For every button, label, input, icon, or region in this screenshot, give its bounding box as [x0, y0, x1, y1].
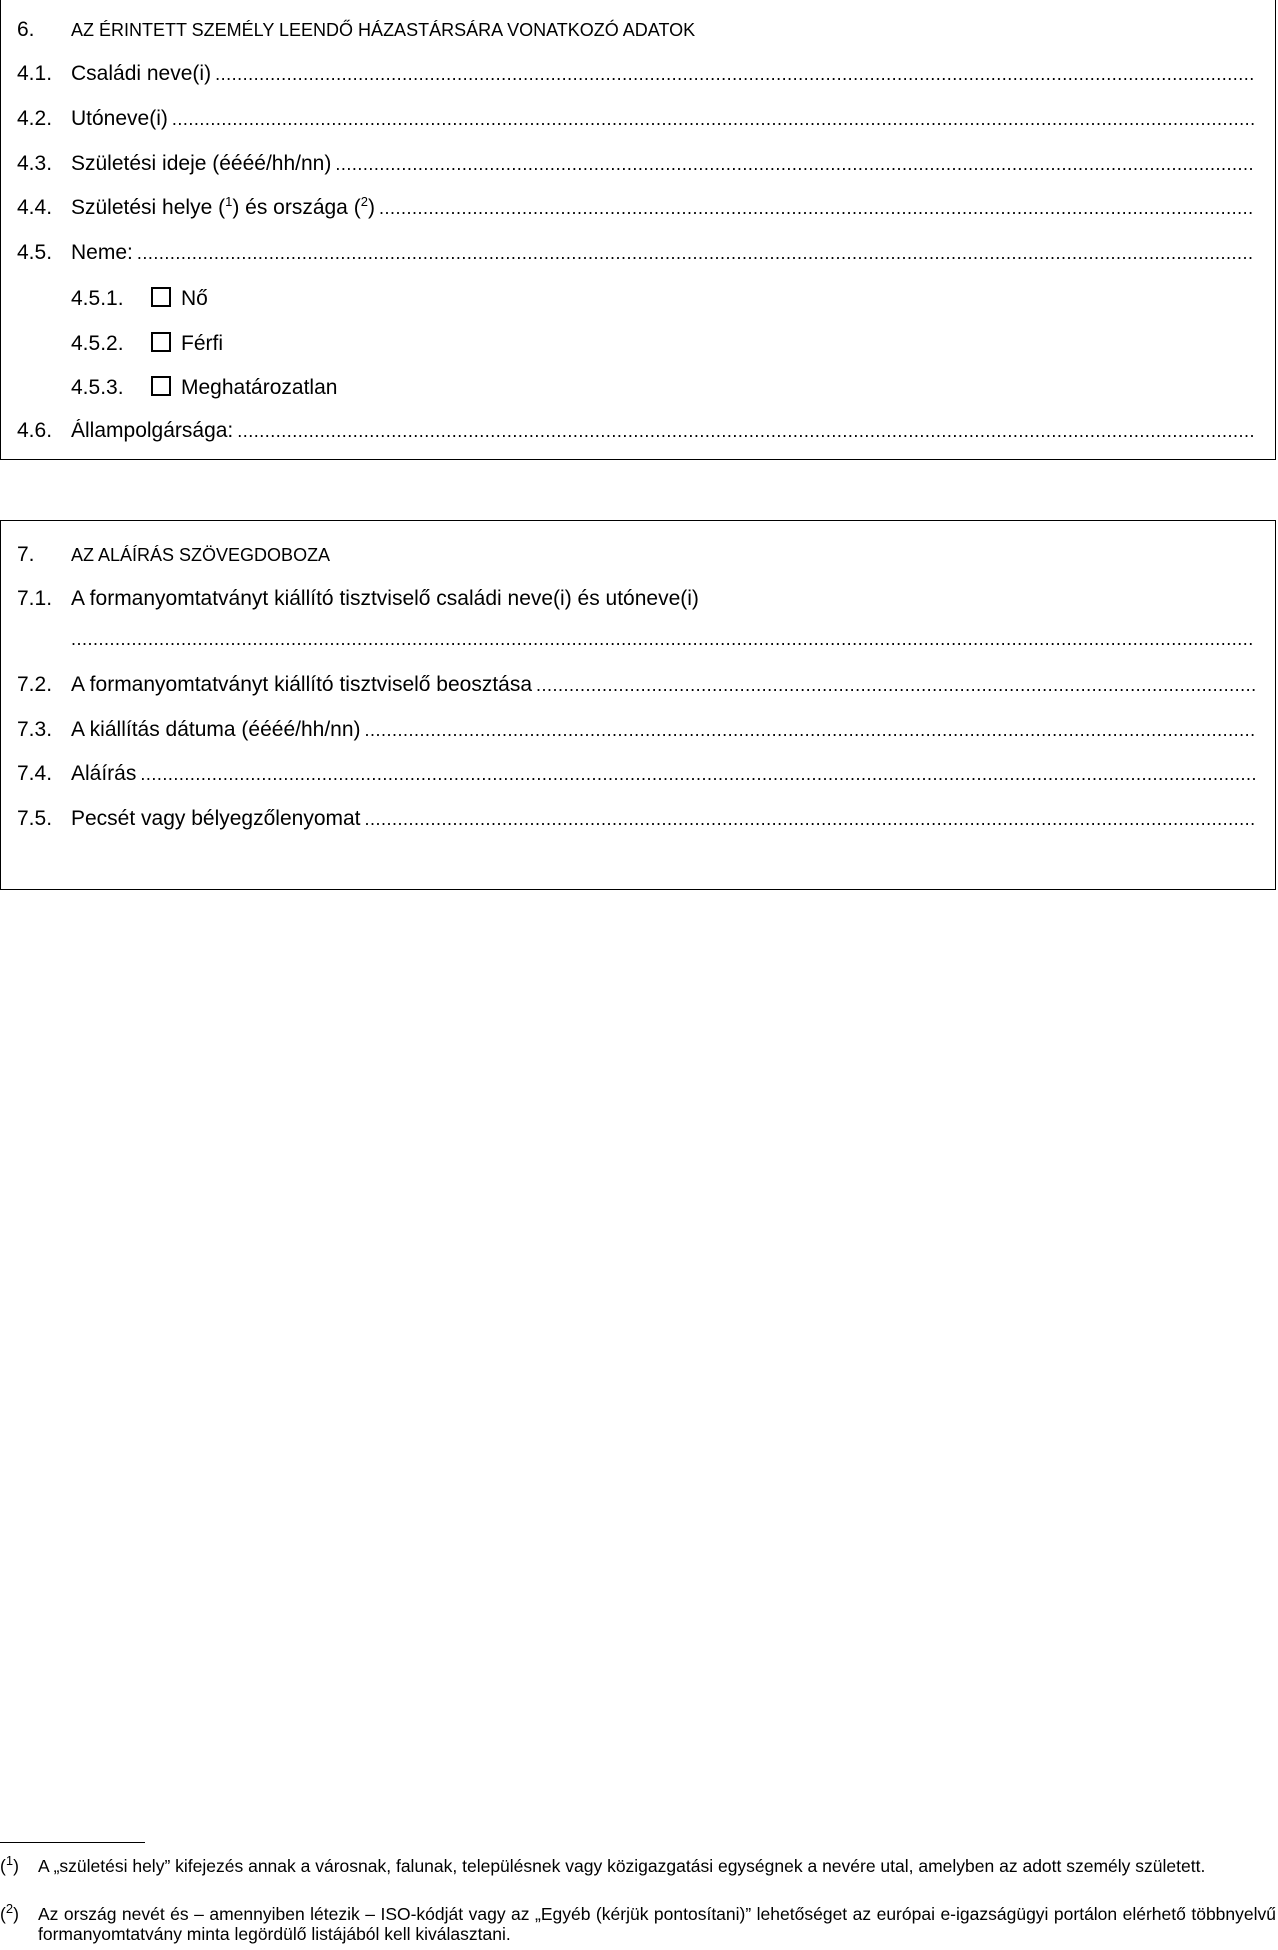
field-sex[interactable] [17, 241, 1255, 265]
field-number: 7.2. [17, 673, 53, 696]
field-official-name-line[interactable] [71, 629, 1255, 650]
fill-line[interactable] [379, 198, 1255, 219]
fill-line[interactable] [137, 243, 1255, 264]
field-birth-place[interactable] [17, 196, 1255, 220]
field-number: 7.3. [17, 718, 53, 741]
field-stamp[interactable] [17, 807, 1255, 831]
option-male[interactable] [71, 330, 223, 356]
field-nationality[interactable] [17, 419, 1255, 443]
field-number: 4.4. [17, 196, 53, 219]
footnote-ref-1[interactable]: 1 [225, 196, 233, 209]
option-number: 4.5.1. [71, 287, 124, 310]
field-label: A formanyomtatványt kiállító tisztviselő beosztása [71, 673, 533, 696]
footnote-ref-2[interactable]: 2 [360, 196, 368, 209]
option-number: 4.5.3. [71, 376, 124, 399]
field-number: 7.1. [17, 587, 53, 610]
section-number: 7. [17, 543, 35, 566]
option-label: Meghatározatlan [181, 376, 338, 399]
option-number: 4.5.2. [71, 332, 124, 355]
field-label: Családi neve(i) [71, 62, 212, 85]
footnote-2 [0, 1901, 1276, 1944]
field-number: 7.5. [17, 807, 53, 830]
footnote-mark: ($^1$) [0, 1853, 19, 1876]
fill-line[interactable] [71, 629, 1255, 650]
field-official-name [17, 587, 1255, 611]
field-label: Aláírás [71, 762, 137, 785]
fill-line[interactable] [365, 809, 1256, 830]
field-label: Születési ideje (éééé/hh/nn) [71, 152, 332, 175]
field-label: A formanyomtatványt kiállító tisztviselő családi neve(i) és utóneve(i) [71, 587, 699, 610]
field-number: 4.2. [17, 107, 53, 130]
field-label: A kiállítás dátuma (éééé/hh/nn) [71, 718, 361, 741]
section-title: AZ ÉRINTETT SZEMÉLY LEENDŐ HÁZASTÁRSÁRA VONATKOZÓ ADATOK [71, 20, 696, 40]
section-6-box [0, 0, 1276, 460]
footnote-separator [0, 1842, 145, 1843]
checkbox-male[interactable] [151, 332, 171, 352]
fill-line[interactable] [215, 64, 1255, 85]
fill-line[interactable] [140, 764, 1255, 785]
field-label: Születési helye ($^1$) és országa ($^2$) [71, 196, 375, 219]
field-number: 4.1. [17, 62, 53, 85]
fill-line[interactable] [536, 675, 1255, 696]
field-official-position[interactable] [17, 673, 1255, 697]
footnote-mark: ($^2$) [0, 1901, 19, 1924]
section-6-heading [17, 18, 1257, 42]
field-family-name[interactable] [17, 62, 1255, 86]
option-label: Nő [181, 287, 208, 310]
fill-line[interactable] [237, 421, 1255, 442]
field-label: Neme: [71, 241, 133, 264]
section-title: AZ ALÁÍRÁS SZÖVEGDOBOZA [71, 545, 331, 565]
field-label: Utóneve(i) [71, 107, 168, 130]
field-birth-date[interactable] [17, 152, 1255, 176]
checkbox-female[interactable] [151, 287, 171, 307]
section-7-heading [17, 543, 1257, 567]
section-number: 6. [17, 18, 35, 41]
option-label: Férfi [181, 332, 223, 355]
field-given-name[interactable] [17, 107, 1255, 131]
field-number: 7.4. [17, 762, 53, 785]
field-number: 4.6. [17, 419, 53, 442]
option-undetermined[interactable] [71, 374, 337, 400]
footnote-1 [0, 1853, 1276, 1876]
field-label: Állampolgársága: [71, 419, 234, 442]
field-signature[interactable] [17, 762, 1255, 786]
fill-line[interactable] [172, 109, 1255, 130]
fill-line[interactable] [365, 720, 1255, 741]
field-label: Pecsét vagy bélyegzőlenyomat [71, 807, 361, 830]
option-female[interactable] [71, 285, 208, 311]
checkbox-undetermined[interactable] [151, 376, 171, 396]
footnote-text: Az ország nevét és – amennyiben létezik – ISO-kódját vagy az „Egyéb (kérjük pontosítani)” lehetőséget az európai e-igazságügyi portálon elérhető többnyelvű formanyomtatvány minta legördülő listájából kell kiválasztani. [38, 1904, 1276, 1944]
fill-line[interactable] [335, 154, 1255, 175]
footnote-text: A „születési hely” kifejezés annak a városnak, falunak, településnek vagy közigazgatási egységnek a nevére utal, amelyben az adott személy született. [38, 1856, 1206, 1876]
field-number: 4.3. [17, 152, 53, 175]
section-7-box [0, 520, 1276, 890]
field-issue-date[interactable] [17, 718, 1255, 742]
field-number: 4.5. [17, 241, 53, 264]
